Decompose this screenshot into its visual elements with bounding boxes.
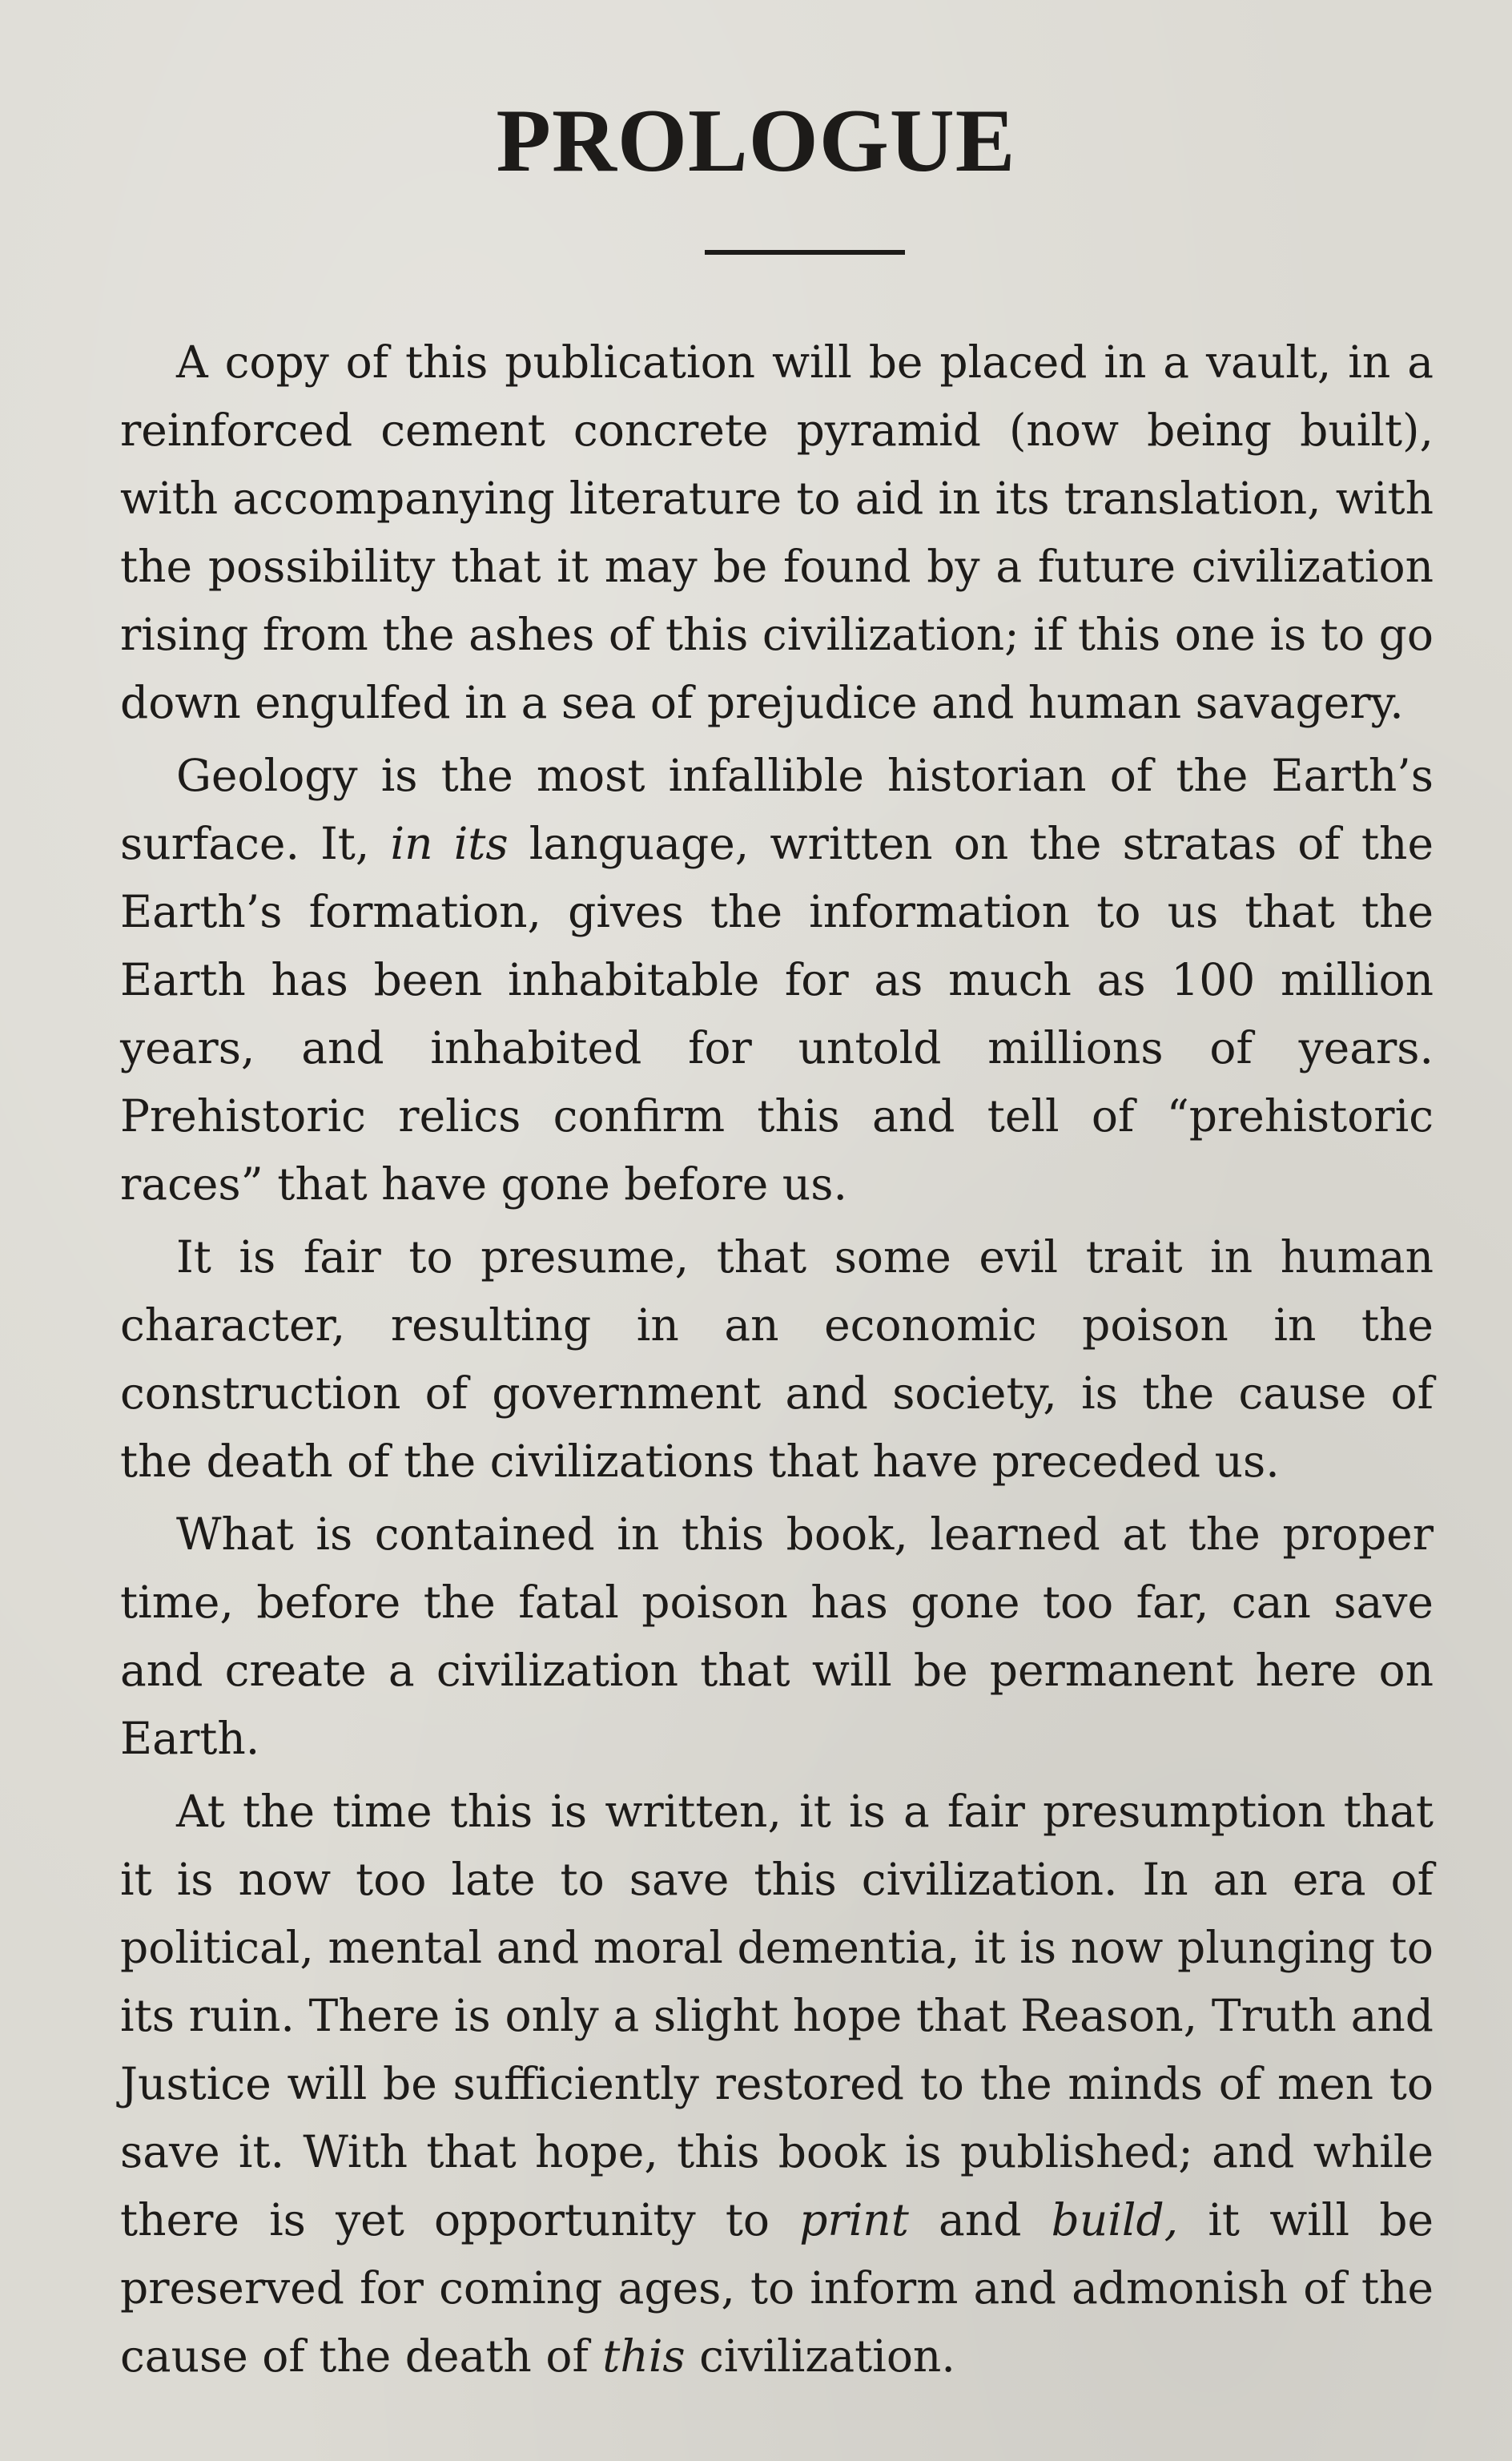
paragraph-book-contents: What is contained in this book, learned at the proper time, before the fatal poison has gone too far, can save and create a civilization that will be permanent here on Earth. bbox=[120, 1508, 1434, 1764]
paragraph-too-late-text-1: At the time this is written, it is a fair presumption that it is now too late to save this civilization. In an era of political, mental and moral dementia, it is now plunging to its ruin. There is only a slight hope that Reason, Truth and Justice will be sufficiently restored to the minds of men to save it. With that hope, this book is published; and while there is yet opportunity to bbox=[120, 1786, 1434, 2246]
paragraph-too-late-italic-2: build, bbox=[1051, 2194, 1179, 2246]
paragraph-vault: A copy of this publication will be placed in a vault, in a reinforced cement concrete pyramid (now being built), with accompanying literature to aid in its translation, with the possibility that it may be found by a future civilization rising from the ashes of this civilization; if this one is to go down engulfed in a sea of prejudice and human savagery. bbox=[120, 336, 1434, 728]
paragraph-geology-italic: in its bbox=[390, 818, 509, 869]
paragraph-too-late-text-4: civilization. bbox=[685, 2330, 955, 2382]
paragraph-geology bbox=[120, 742, 1434, 1218]
paragraph-too-late-text-3: it will be preserved for coming ages, to inform and admonish of the cause of the death of bbox=[120, 2194, 1434, 2382]
prologue-body bbox=[120, 328, 1434, 2391]
paragraph-too-late-text-2: and bbox=[908, 2194, 1052, 2246]
paragraph-presume: It is fair to presume, that some evil trait in human character, resulting in an economic poison in the construction of government and society, is the cause of the death of the civilizations that have preceded us. bbox=[120, 1231, 1434, 1487]
page-title: PROLOGUE bbox=[496, 91, 1016, 191]
title-rule bbox=[705, 250, 905, 255]
paragraph-geology-text-2: language, written on the stratas of the Earth’s formation, gives the information to us that the Earth has been inhabitable for as much as 100 million years, and inhabited for untold millions of years. Prehistoric relics confirm this and tell of “prehistoric races” that have gone before us. bbox=[120, 818, 1434, 1210]
paragraph-too-late-italic-1: print bbox=[799, 2194, 909, 2246]
paragraph-geology-text-1: Geology is the most infallible historian of the Earth’s surface. It, bbox=[120, 750, 1434, 869]
paragraph-too-late bbox=[120, 1778, 1434, 2391]
paragraph-too-late-italic-3: this bbox=[602, 2330, 686, 2382]
